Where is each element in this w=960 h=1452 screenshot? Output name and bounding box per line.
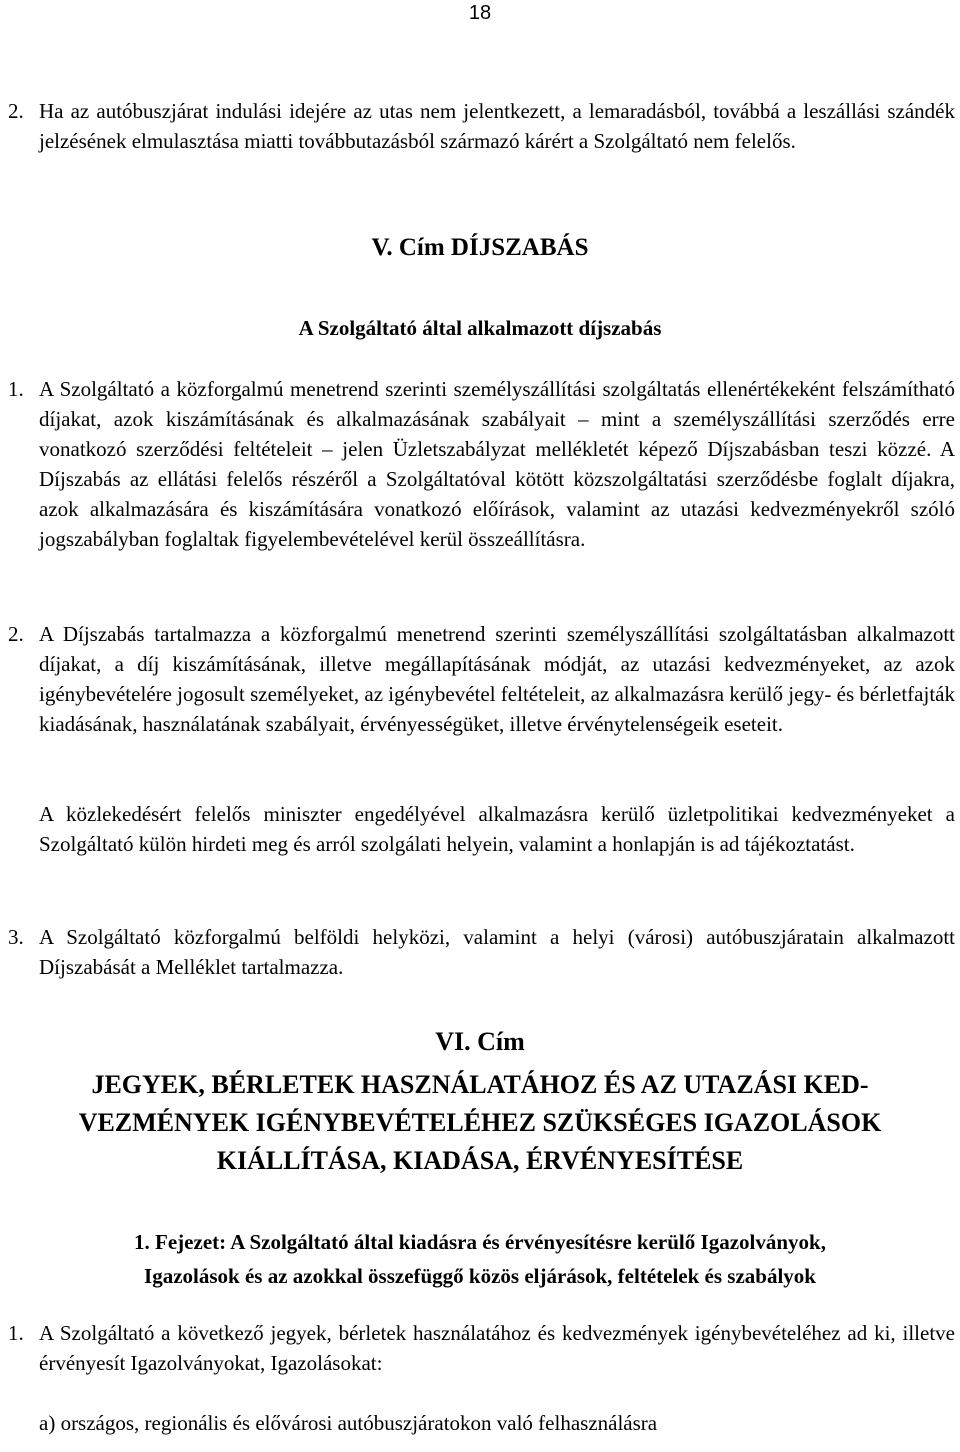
section-vi-paragraph-1 xyxy=(8,1318,955,1378)
section-vi-title-line: KIÁLLÍTÁSA, KIADÁSA, ÉRVÉNYESÍTÉSE xyxy=(216,1146,744,1175)
paragraph-text: A Szolgáltató a következő jegyek, bérletek használatához és kedvezmények igénybevételéhez ad ki, illetve érvényesít Igazolványokat, Igazolásokat: xyxy=(39,1321,955,1375)
chapter-1-heading-line: 1. Fejezet: A Szolgáltató által kiadásra és érvényesítésre kerülő Igazolványok, xyxy=(134,1230,826,1254)
paragraph-text: A Szolgáltató a közforgalmú menetrend szerinti személyszállítási szolgáltatás ellenértékeként felszámítható díjakat, azok kiszámításának és alkalmazásának szabályait – mint a személyszállítási szerződés erre vonatkozó szerződési feltételeit – jelen Üzletszabályzat mellékletét képező Díjszabásban teszi közzé. A Díjszabás az ellátási felelős részéről a Szolgáltatóval kötött közszolgáltatási szerződésbe foglalt díjakra, azok alkalmazására és kiszámítására vonatkozó előírások, valamint az utazási kedvezményekről szóló jogszabályban foglaltak figyelembevételével kerül összeállításra. xyxy=(39,377,955,551)
section-vi-title-line: JEGYEK, BÉRLETEK HASZNÁLATÁHOZ ÉS AZ UTAZÁSI KED- xyxy=(91,1070,869,1099)
paragraph-number: 2. xyxy=(8,99,24,123)
chapter-1-heading xyxy=(0,1225,960,1293)
section-v-paragraph-2b xyxy=(39,799,955,859)
section-vi-heading: VI. Cím xyxy=(435,1027,525,1056)
paragraph-number: 1. xyxy=(8,377,24,401)
section-vi-title-line: VEZMÉNYEK IGÉNYBEVÉTELÉHEZ SZÜKSÉGES IGAZOLÁSOK xyxy=(78,1108,882,1137)
paragraph-number: 3. xyxy=(8,925,24,949)
paragraph-text: Ha az autóbuszjárat indulási idejére az utas nem jelentkezett, a lemaradásból, továbbá a leszállási szándék jelzésének elmulasztása miatti továbbutazásból származó kárért a Szolgáltató nem felelős. xyxy=(39,99,955,153)
paragraph-text: A Szolgáltató közforgalmú belföldi helyközi, valamint a helyi (városi) autóbuszjáratain alkalmazott Díjszabását a Melléklet tartalmazza. xyxy=(39,925,955,979)
paragraph-2 xyxy=(8,96,955,156)
section-v-subheading: A Szolgáltató által alkalmazott díjszabás xyxy=(298,316,662,340)
paragraph-number: 1. xyxy=(8,1321,24,1345)
paragraph-number: 2. xyxy=(8,622,24,646)
section-v-paragraph-2 xyxy=(8,619,955,739)
section-v-heading: V. Cím DÍJSZABÁS xyxy=(371,234,589,261)
page-number: 18 xyxy=(468,2,492,24)
paragraph-text: A Díjszabás tartalmazza a közforgalmú menetrend szerinti személyszállítási szolgáltatásban alkalmazott díjakat, a díj kiszámításának, illetve megállapításának módját, az utazási kedvezményeket, az azok igénybevételére jogosult személyeket, az igénybevétel feltételeit, az alkalmazásra kerülő jegy- és bérletfajták kiadásának, használatának szabályait, érvényességüket, illetve érvénytelenségeik eseteit. xyxy=(39,622,955,736)
section-v-paragraph-1 xyxy=(8,374,955,554)
section-vi-title xyxy=(0,1066,960,1180)
list-item-a: a) országos, regionális és elővárosi autóbuszjáratokon való felhasználásra xyxy=(39,1411,658,1435)
paragraph-text: A közlekedésért felelős miniszter engedélyével alkalmazásra kerülő üzletpolitikai kedvezményeket a Szolgáltató külön hirdeti meg és arról szolgálati helyein, valamint a honlapján is ad tájékoztatást. xyxy=(39,802,955,856)
section-v-paragraph-3 xyxy=(8,922,955,982)
chapter-1-heading-line: Igazolások és az azokkal összefüggő közös eljárások, feltételek és szabályok xyxy=(144,1264,816,1288)
